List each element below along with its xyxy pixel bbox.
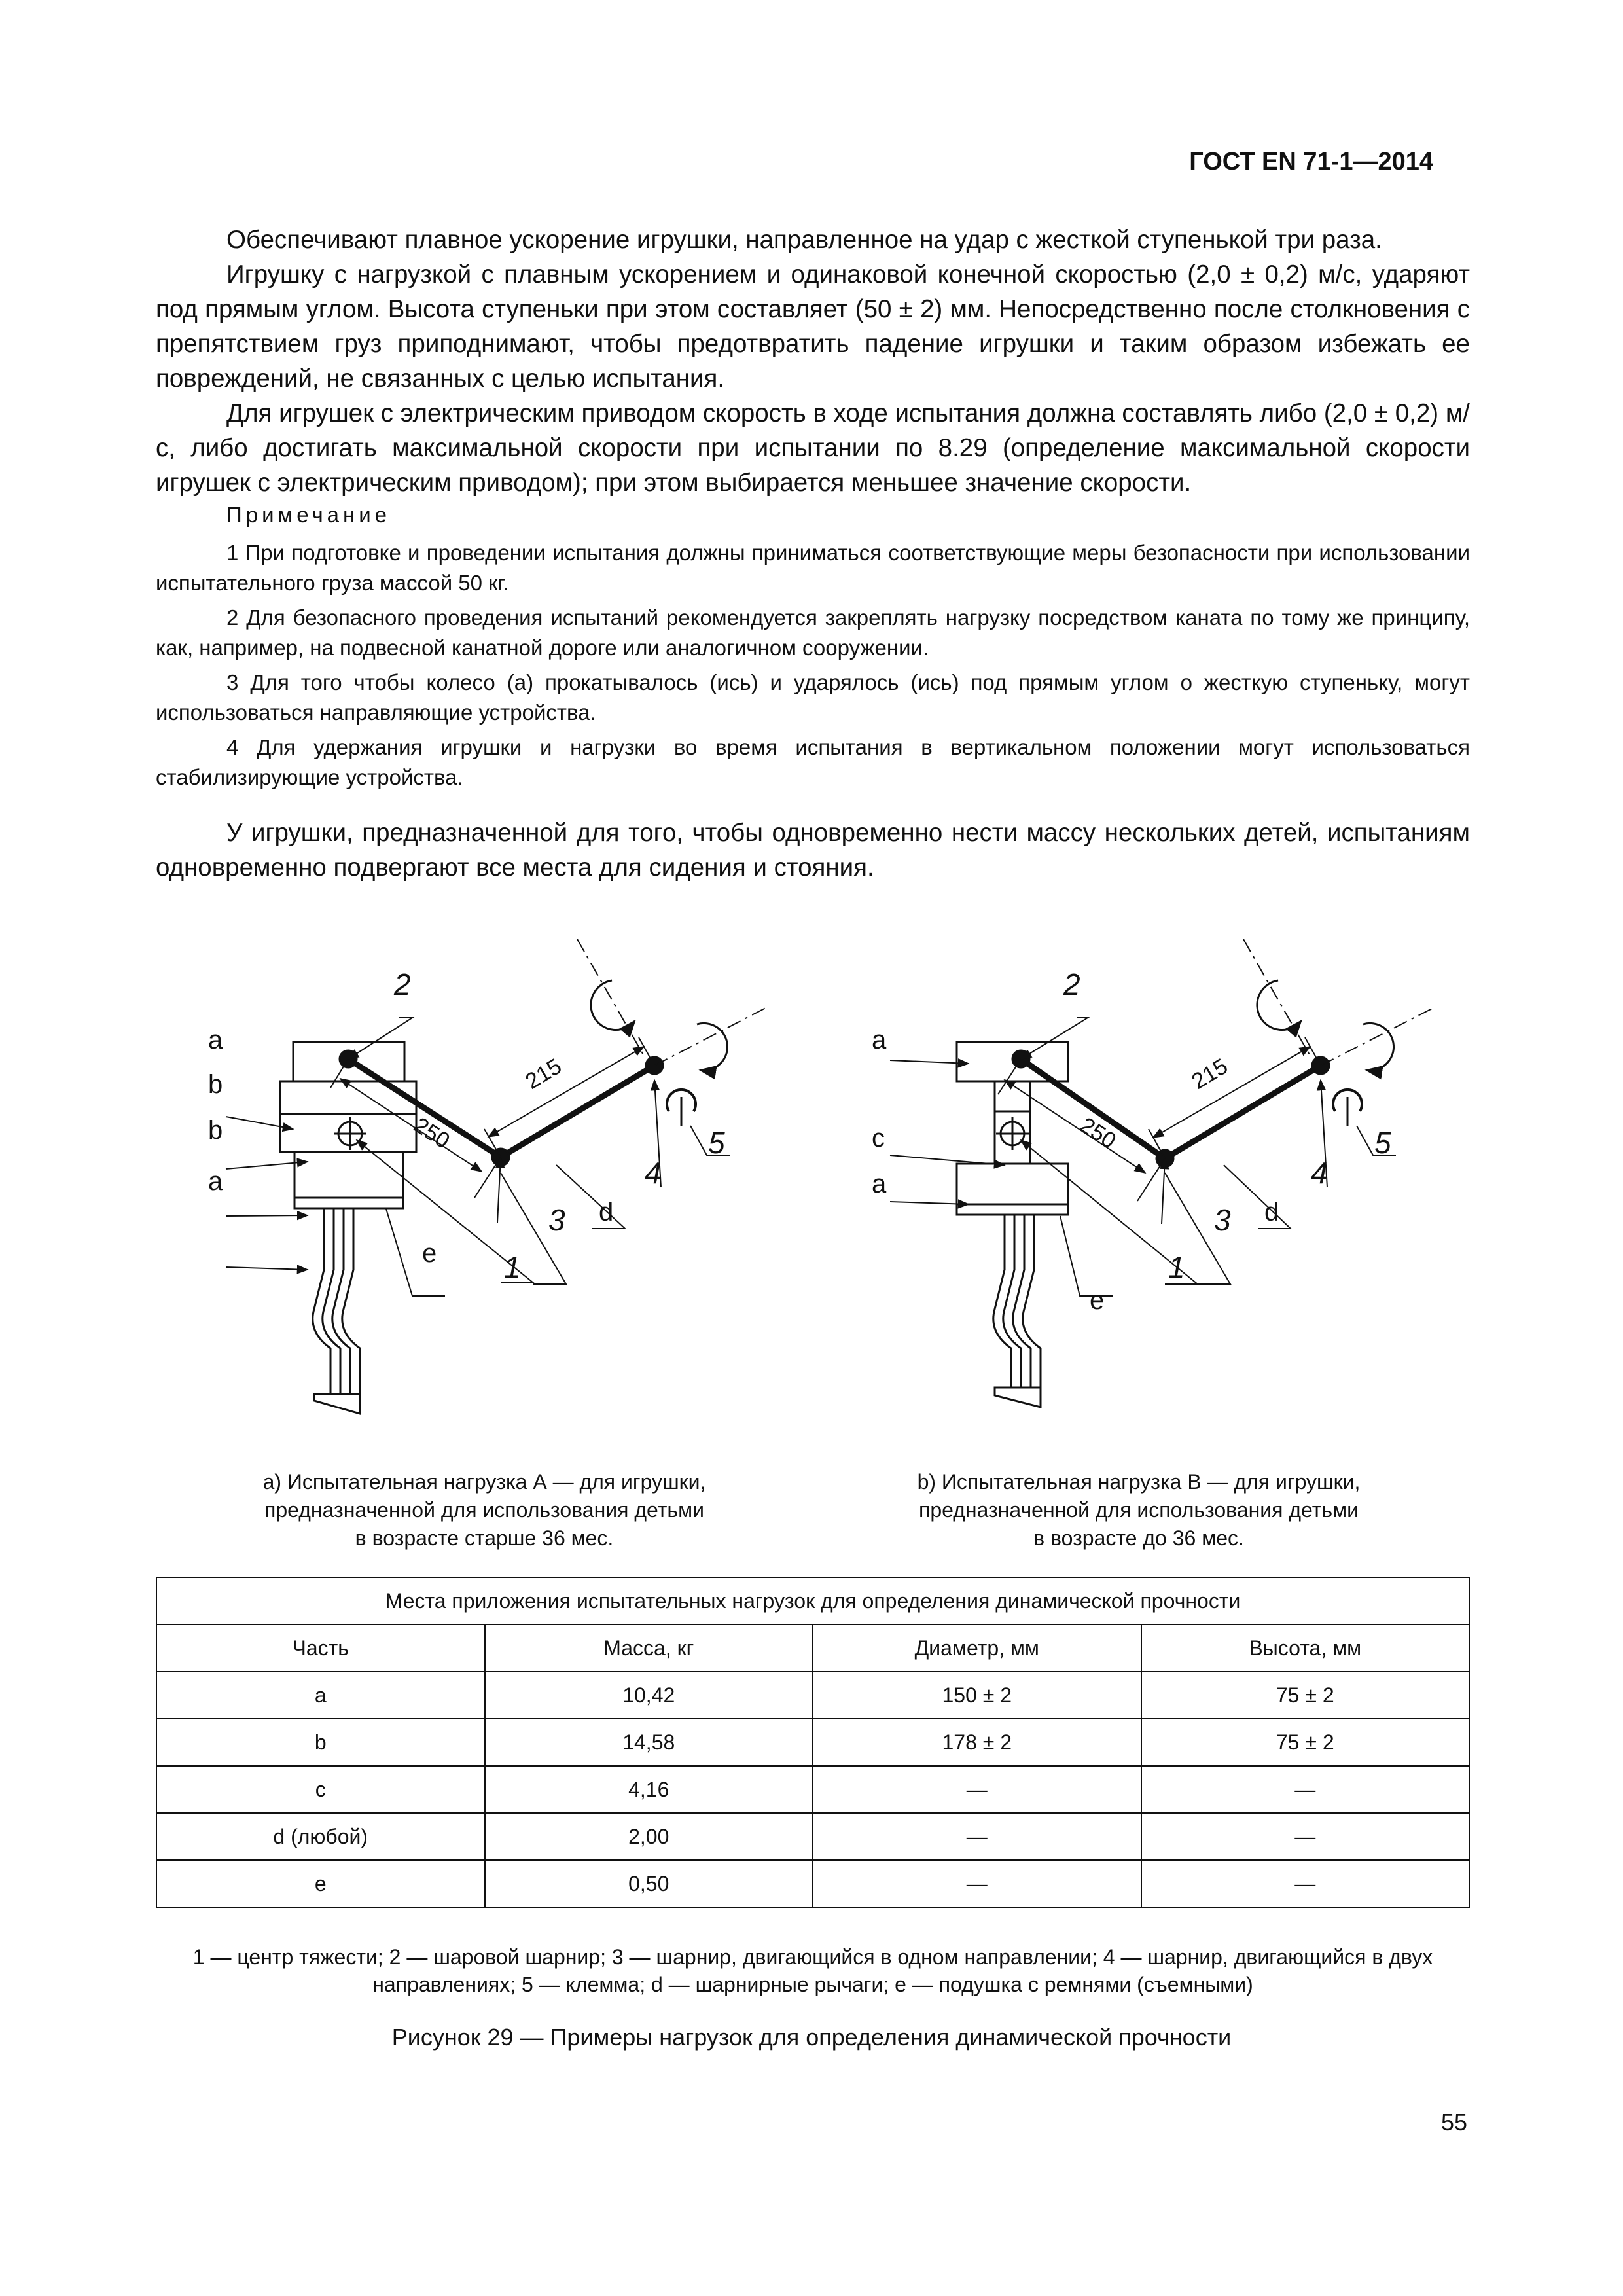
label-e: e <box>422 1239 437 1268</box>
label-a: a <box>872 1026 887 1054</box>
legend-line: 1 — центр тяжести; 2 — шаровой шарнир; 3 — шарнир, двигающийся в одном направлении; 4 — шарнир, двигающийся в двух <box>192 1945 1433 1969</box>
table-cell: 75 ± 2 <box>1141 1672 1470 1719</box>
strap <box>993 1215 1011 1388</box>
lever-arm-2 <box>1165 1066 1321 1158</box>
column-header: Часть <box>156 1624 485 1672</box>
label-b: b <box>208 1070 223 1099</box>
label-b: b <box>208 1116 223 1145</box>
table-cell: 14,58 <box>485 1719 813 1766</box>
table-cell: — <box>1141 1766 1470 1813</box>
caption-line: предназначенной для использования детьми <box>919 1498 1359 1522</box>
label-a: a <box>208 1167 223 1196</box>
column-header: Высота, мм <box>1141 1624 1470 1672</box>
figure-legend <box>156 1943 1470 1998</box>
caption-a <box>236 1468 733 1552</box>
table-cell: 0,50 <box>485 1860 813 1907</box>
table-row <box>156 1813 1469 1860</box>
label-1: 1 <box>504 1250 521 1284</box>
dimension-250 <box>340 1079 482 1172</box>
note-item: 1 При подготовке и проведении испытания должны приниматься соответствующие меры безопасности при использовании испытательного груза массой 50 кг. <box>156 541 1470 595</box>
table-cell: d (любой) <box>156 1813 485 1860</box>
caption-b <box>890 1468 1387 1552</box>
label-e: e <box>1090 1286 1105 1315</box>
legend-line: направлениях; 5 — клемма; d — шарнирные рычаги; e — подушка с ремнями (съемными) <box>372 1973 1253 1996</box>
figure-title: Рисунок 29 — Примеры нагрузок для определения динамической прочности <box>391 2024 1232 2051</box>
table-cell: 10,42 <box>485 1672 813 1719</box>
label-c: c <box>872 1124 885 1153</box>
rotation-axis <box>577 939 645 1057</box>
paragraph-4: У игрушки, предназначенной для того, чтобы одновременно нести массу нескольких детей, испытаниям одновременно подвергают все места для сидения и стояния. <box>156 819 1470 882</box>
paragraph-2: Игрушку с нагрузкой с плавным ускорением и одинаковой конечной скоростью (2,0 ± 0,2) м/с, ударяют под прямым углом. Высота ступеньки при этом составляет (50 ± 2) мм. Непосредственно после столкновения с препятствием груз приподнимают, чтобы предотвратить падение игрушки и таким образом избежать ее повреждений, не связанных с целью испытания. <box>156 260 1470 393</box>
table-cell: e <box>156 1860 485 1907</box>
table-row <box>156 1719 1469 1766</box>
table-cell: a <box>156 1672 485 1719</box>
label-3: 3 <box>1214 1203 1231 1237</box>
label-a: a <box>208 1026 223 1054</box>
table-cell: — <box>1141 1860 1470 1907</box>
paragraph-1: Обеспечивают плавное ускорение игрушки, направленное на удар с жесткой ступенькой три раза. <box>226 226 1382 254</box>
paragraph-3: Для игрушек с электрическим приводом скорость в ходе испытания должна составлять либо (2,0 ± 0,2) м/с, либо достигать максимальной скорости при испытании по 8.29 (определение максимальной скорости игрушек с электрическим приводом); при этом выбирается меньшее значение скорости. <box>156 399 1470 497</box>
label-d: d <box>1264 1198 1279 1227</box>
label-3: 3 <box>548 1203 565 1237</box>
cushion-e <box>957 1204 1068 1215</box>
table-cell: 4,16 <box>485 1766 813 1813</box>
after-note-text <box>156 816 1470 885</box>
load-figure <box>0 903 1623 1460</box>
label-1: 1 <box>1168 1250 1185 1284</box>
label-2: 2 <box>394 967 411 1001</box>
dimension-label-250: 250 <box>1075 1112 1120 1154</box>
diagram-a <box>226 939 766 1414</box>
standard-header: ГОСТ EN 71-1—2014 <box>1189 148 1433 175</box>
rotation-axis <box>1243 939 1311 1057</box>
column-header: Масса, кг <box>485 1624 813 1672</box>
caption-line: предназначенной для использования детьми <box>264 1498 704 1522</box>
dimension-label-215: 215 <box>521 1054 566 1094</box>
note-item: 3 Для того чтобы колесо (а) прокатывалось (ись) и ударялось (ись) под прямым углом о жесткую ступеньку, могут использоваться направляющие устройства. <box>156 670 1470 725</box>
table-cell: 2,00 <box>485 1813 813 1860</box>
table-cell: — <box>1141 1813 1470 1860</box>
table-row <box>156 1860 1469 1907</box>
label-a: a <box>872 1170 887 1198</box>
diagram-b-labels <box>872 967 1391 1315</box>
page-number: 55 <box>1440 2109 1467 2136</box>
note-title: Примечание <box>226 503 391 527</box>
note-item: 4 Для удержания игрушки и нагрузки во время испытания в вертикальном положении могут использоваться стабилизирующие устройства. <box>156 735 1470 789</box>
load-table <box>156 1577 1470 1908</box>
label-4: 4 <box>1311 1156 1328 1190</box>
caption-line: в возрасте старше 36 мес. <box>355 1526 614 1550</box>
table-cell: — <box>813 1860 1141 1907</box>
dimension-label-215: 215 <box>1187 1054 1232 1094</box>
part-b-upper-block <box>280 1081 416 1114</box>
rotation-axis <box>654 1008 766 1066</box>
body-text <box>156 223 1470 500</box>
table-header-row <box>156 1624 1469 1672</box>
caption-line: a) Испытательная нагрузка А — для игрушки, <box>262 1470 706 1494</box>
dimension-label-250: 250 <box>409 1112 454 1154</box>
table-cell: — <box>813 1766 1141 1813</box>
part-a-bottom-block <box>294 1152 403 1198</box>
note-item: 2 Для безопасного проведения испытаний рекомендуется закреплять нагрузку посредством каната по тому же принципу, как, например, на подвесной канатной дороге или аналогичном сооружении. <box>156 605 1470 660</box>
dimension-215 <box>488 1047 644 1137</box>
note-block <box>156 538 1470 797</box>
label-d: d <box>599 1198 614 1227</box>
label-4: 4 <box>645 1156 662 1190</box>
label-5: 5 <box>1374 1126 1391 1160</box>
dimension-215 <box>1153 1047 1310 1138</box>
table-cell: b <box>156 1719 485 1766</box>
label-2: 2 <box>1063 967 1080 1001</box>
part-a-bottom-block <box>957 1164 1068 1204</box>
rotation-arrow <box>1257 980 1301 1030</box>
table-cell: — <box>813 1813 1141 1860</box>
strap-end <box>995 1388 1041 1407</box>
rotation-axis <box>1321 1008 1433 1066</box>
table-cell: 75 ± 2 <box>1141 1719 1470 1766</box>
table-cell: 150 ± 2 <box>813 1672 1141 1719</box>
table-cell: c <box>156 1766 485 1813</box>
caption-line: в возрасте до 36 мес. <box>1033 1526 1244 1550</box>
lever-arm-2 <box>501 1066 654 1157</box>
caption-line: b) Испытательная нагрузка В — для игрушки, <box>917 1470 1361 1494</box>
table-title: Места приложения испытательных нагрузок для определения динамической прочности <box>156 1577 1469 1624</box>
label-5: 5 <box>708 1126 725 1160</box>
strap-end <box>314 1394 360 1414</box>
diagram-a-labels <box>208 967 725 1284</box>
table-row <box>156 1672 1469 1719</box>
cushion-e <box>294 1198 403 1208</box>
rotation-arrow <box>591 980 635 1030</box>
strap <box>313 1208 330 1394</box>
diagram-b <box>890 939 1433 1407</box>
column-header: Диаметр, мм <box>813 1624 1141 1672</box>
table-row <box>156 1766 1469 1813</box>
table-cell: 178 ± 2 <box>813 1719 1141 1766</box>
